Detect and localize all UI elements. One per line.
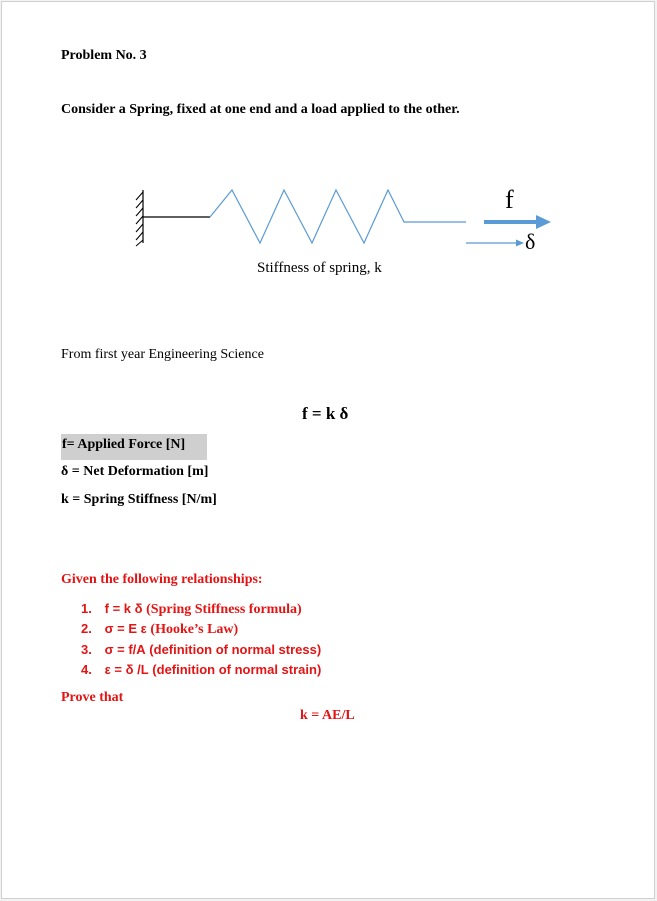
spring-diagram [122,182,562,262]
deformation-label: δ [525,229,536,254]
spring-coil [210,190,466,243]
list-item: 3. σ = f/A (definition of normal stress) [81,641,322,657]
definition-spring-stiffness: k = Spring Stiffness [N/m] [61,492,217,507]
main-formula: f = k δ [302,404,349,423]
relationship-formula: σ = f/A [104,641,146,657]
force-label: f [505,185,514,214]
definition-net-deformation: δ = Net Deformation [m] [61,464,209,479]
relationship-note: (definition of normal stress) [149,641,322,657]
relationship-note: (Spring Stiffness formula) [146,602,302,617]
problem-intro: Consider a Spring, fixed at one end and a load applied to the other. [61,102,460,117]
from-text: From first year Engineering Science [61,347,264,362]
list-item: 2. σ = E ε (Hooke’s Law) [81,621,239,638]
force-arrow [484,215,551,229]
prove-label: Prove that [61,690,124,705]
problem-title: Problem No. 3 [61,48,147,63]
deformation-arrow [466,240,524,247]
relationship-note: (Hooke’s Law) [150,622,239,638]
document-page [1,1,655,899]
relationship-formula: σ = E ε [104,621,147,637]
fixed-wall [136,190,143,246]
list-item: 1. f = k δ (Spring Stiffness formula) [81,601,302,617]
result-formula: k = AE/L [300,708,355,723]
spring-caption: Stiffness of spring, k [257,260,382,276]
relationship-formula: f = k δ [104,601,143,616]
relationships-list [81,601,321,682]
given-heading: Given the following relationships: [61,572,263,587]
relationship-note: (definition of normal strain) [152,661,322,677]
list-item: 4. ε = δ /L (definition of normal strain) [81,661,322,677]
definition-applied-force: f= Applied Force [N] [61,434,207,460]
relationship-formula: ε = δ /L [104,661,149,677]
